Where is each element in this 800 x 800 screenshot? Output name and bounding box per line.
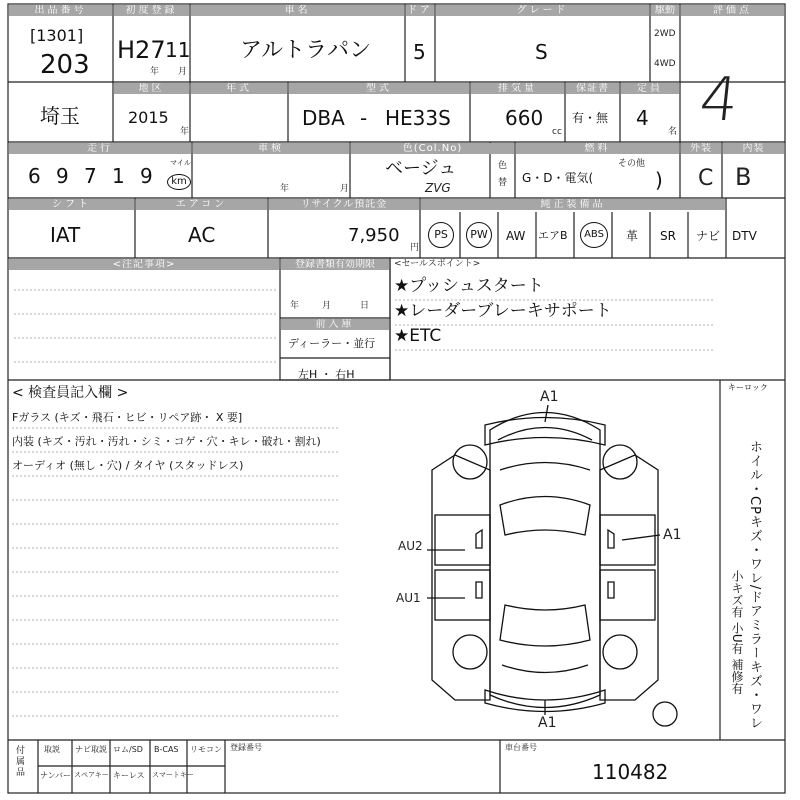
mileage-digit-5: 9 (140, 164, 153, 188)
color-code-handwritten: ZVG (425, 181, 451, 195)
equip-leather: 革 (626, 229, 639, 243)
deadline-year: 年 (290, 301, 300, 311)
previous-use-value: ディーラー・並行 (288, 337, 376, 350)
vehicle-inspection-header: 車検 (193, 143, 349, 154)
year-mark: 年 (150, 67, 160, 77)
side-note-main: ホイル・CPキズ・ワレ/ドアミラーキズ・ワレ (747, 440, 762, 731)
warranty-header: 保証書 (566, 83, 619, 94)
mileage-digit-1: 6 (28, 164, 41, 188)
aircon-value: AC (188, 223, 216, 247)
equip-ps: PS (428, 222, 454, 248)
shift-header: シフト (9, 199, 134, 210)
mileage-digit-4: 1 (112, 164, 125, 188)
equip-abs: ABS (580, 222, 608, 248)
capacity-value: 4 (636, 106, 649, 130)
displacement-unit: cc (552, 127, 562, 137)
car-name-value: アルトラパン (240, 38, 372, 63)
score-handwritten: 4 (696, 65, 742, 135)
model-year-mark: 年 (180, 127, 190, 137)
inspector-line-1: Fガラス (キズ・飛石・ヒビ・リペア跡・ X 要] (12, 411, 243, 424)
grade-value: S (535, 40, 548, 64)
drive-4wd: 4WD (654, 59, 676, 69)
month-mark: 月 (178, 67, 188, 77)
color-change-label: 色替 (496, 160, 506, 194)
exterior-header: 外装 (681, 143, 721, 154)
doors-value: 5 (413, 40, 426, 64)
mileage-digits (28, 164, 168, 190)
score-header: 評価点 (681, 5, 784, 16)
equip-aw: AW (506, 229, 526, 243)
bottom-label-smart-key: スマートキー (152, 771, 194, 779)
equipment-list (422, 216, 784, 256)
bottom-chassis-header: 車台番号 (505, 743, 537, 752)
equip-airbag: エアB (538, 229, 568, 242)
reg-doc-deadline-header: 登録書類有効期限 (281, 259, 389, 270)
interior-header: 内装 (723, 143, 784, 154)
region-header: 地区 (114, 83, 189, 94)
bottom-reg-no-header: 登録番号 (230, 743, 262, 752)
sales-point-1: ★プッシュスタート (394, 276, 544, 296)
displacement-value: 660 (505, 106, 544, 130)
damage-mark-rear: A1 (538, 715, 557, 731)
bottom-label-navi-manual: ナビ取説 (75, 745, 107, 754)
doors-header: ドア (407, 5, 433, 16)
bottom-label-manual: 取説 (44, 745, 60, 754)
lot-no-header: 出品番号 (9, 5, 112, 16)
bottom-label-remote: リモコン (190, 745, 222, 754)
sales-points-header: <セールスポイント> (394, 259, 481, 269)
model-code: HE33S (385, 106, 451, 130)
exterior-grade: C (698, 166, 714, 191)
damage-mark-left-door-rear: AU1 (396, 591, 421, 605)
mileage-header: 走行 (9, 143, 191, 154)
sales-point-3: ★ETC (394, 326, 442, 346)
damage-mark-front: A1 (540, 389, 559, 405)
displacement-header: 排気量 (471, 83, 564, 94)
bottom-label-rom: ロム/SD (113, 745, 143, 754)
capacity-unit: 名 (668, 127, 678, 137)
fuel-close: ) (655, 168, 663, 192)
color-header: 色(Col.No) (351, 143, 514, 154)
drive-2wd: 2WD (654, 29, 676, 39)
drive-header: 駆動 (651, 5, 679, 16)
equipment-header: 純正装備品 (421, 199, 725, 210)
inspector-line-3: オーディオ (無し・穴) / タイヤ (スタッドレス) (12, 459, 244, 472)
inspector-line-2: 内装 (キズ・汚れ・汚れ・シミ・コゲ・穴・キレ・破れ・割れ) (12, 435, 321, 448)
damage-mark-left-door-front: AU2 (398, 539, 423, 553)
sales-point-2: ★レーダーブレーキサポート (394, 301, 612, 321)
inspection-year-mark: 年 (280, 184, 290, 194)
region-value: 埼玉 (40, 104, 80, 128)
model-header: 型式 (289, 83, 469, 94)
equip-pw: PW (466, 222, 492, 248)
interior-grade: B (735, 163, 752, 191)
car-name-header: 車名 (191, 5, 404, 16)
chassis-number: 110482 (592, 760, 669, 784)
color-value: ベージュ (385, 158, 457, 179)
capacity-header: 定員 (621, 83, 679, 94)
lot-number: 203 (40, 50, 90, 80)
recycle-fee: 7,950 (348, 225, 400, 246)
bottom-label-bcas: B-CAS (154, 745, 179, 754)
first-reg-header: 初度登録 (114, 5, 189, 16)
inspection-month-mark: 月 (340, 184, 350, 194)
model-dash: - (360, 106, 368, 130)
equip-dtv: DTV (732, 229, 757, 243)
bottom-accessories-header: 付属品 (14, 745, 24, 778)
equip-sr: SR (660, 229, 676, 243)
fuel-other: その他 (618, 159, 646, 169)
mileage-digit-3: 7 (84, 164, 97, 188)
previous-use-header: 前入庫 (281, 319, 389, 330)
notes-header: <注記事項> (9, 259, 279, 270)
mileage-digit-2: 9 (56, 164, 69, 188)
inspector-notes-header: < 検査員記入欄 > (12, 385, 129, 401)
equip-navi: ナビ (696, 229, 721, 243)
bottom-label-plate: ナンバー (40, 771, 72, 780)
year-header: 年式 (191, 83, 287, 94)
fuel-options: G・D・電気( (522, 171, 594, 185)
warranty-value: 有・無 (572, 111, 609, 125)
shift-value: IAT (50, 223, 81, 247)
recycle-unit: 円 (410, 243, 420, 253)
model-prefix: DBA (302, 106, 345, 130)
aircon-header: エアコン (136, 199, 267, 210)
model-year-value: 2015 (128, 108, 169, 127)
steering-value: 左H ・ 右H (298, 368, 355, 381)
side-note-sub: 小キズ有 小U有 補修有 (730, 570, 744, 695)
bottom-label-spare-key: スペアキー (74, 771, 109, 779)
mileage-unit-mile: マイル (170, 159, 191, 167)
first-reg-month: 11 (165, 38, 191, 62)
lot-code: [1301] (30, 26, 84, 45)
deadline-day: 日 (360, 301, 370, 311)
deadline-month: 月 (322, 301, 332, 311)
corner-label: キーロック (728, 383, 768, 392)
first-reg-era: H27 (117, 36, 166, 64)
recycle-header: リサイクル預託金 (269, 199, 419, 210)
mileage-unit-km: km (167, 174, 191, 190)
grade-header: グレード (436, 5, 649, 16)
bottom-label-keyless: キーレス (113, 771, 145, 780)
damage-mark-right: A1 (663, 527, 682, 543)
fuel-header: 燃料 (516, 143, 679, 154)
